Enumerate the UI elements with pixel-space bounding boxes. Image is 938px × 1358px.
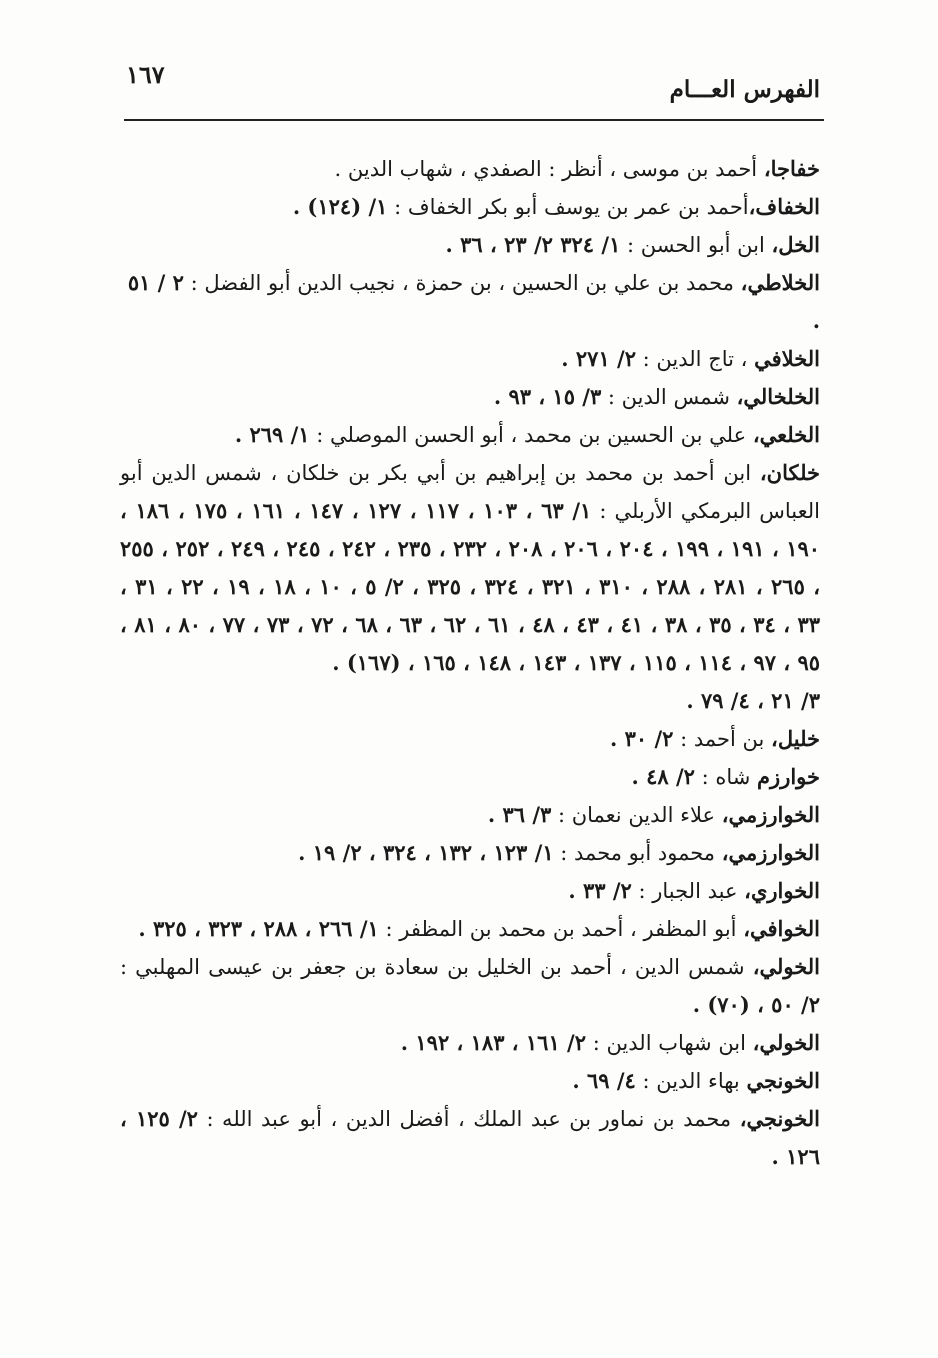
entry-text: أحمد بن عمر بن يوسف أبو بكر الخفاف :: [387, 195, 749, 219]
entry-head: الخل،: [771, 232, 820, 257]
entry-head: الخلافي: [754, 346, 820, 371]
entry-refs: ٢/ ٣٣ .: [568, 878, 632, 903]
entry-head: خليل،: [771, 726, 820, 751]
entry-head: الخلخالي،: [736, 384, 820, 409]
entry-head: الخلاطي،: [740, 270, 820, 295]
entry-head: الخلعي،: [752, 422, 820, 447]
entry-refs: ٢ / ٥١ .: [127, 270, 820, 333]
entry-head: خلكان،: [759, 460, 821, 485]
entry-refs: ٢/ ١٦١ ، ١٨٣ ، ١٩٢ .: [400, 1030, 587, 1055]
entry-refs: ٢/ ٥٠ ، (٧٠) .: [692, 992, 820, 1017]
index-entry: [120, 1024, 820, 1062]
entry-text: أحمد بن موسى ، أنظر : الصفدي ، شهاب الدين .: [334, 157, 764, 181]
entry-text: ابن أحمد بن محمد بن إبراهيم بن أبي بكر بن خلكان ، شمس الدين أبو العباس البرمكي الأربلي :: [120, 461, 820, 523]
index-entry: [120, 720, 820, 758]
index-entry: [120, 910, 820, 948]
entry-refs: ٤/ ٦٩ .: [572, 1068, 636, 1093]
entry-head: الخولي،: [752, 1030, 820, 1055]
entry-head: خوارزم: [757, 764, 820, 789]
entry-refs: ١/ ٦٣ ، ١٠٣ ، ١١٧ ، ١٢٧ ، ١٤٧ ، ١٦١ ، ١٧٥ ، ١٨٦ ، ١٩٠ ، ١٩١ ، ١٩٩ ، ٢٠٤ ، ٢٠٦ ، ٢٠٨ ، ٢٣٢ ، ٢٣٥ ، ٢٤٢ ، ٢٤٥ ، ٢٤٩ ، ٢٥٢ ، ٢٥٥ ، ٢٦٥ ، ٢٨١ ، ٢٨٨ ، ٣١٠ ، ٣٢١ ، ٣٢٤ ، ٣٢٥ ، ٢/ ٥ ، ١٠ ، ١٨ ، ١٩ ، ٢٢ ، ٣١ ، ٣٣ ، ٣٤ ، ٣٥ ، ٣٨ ، ٤١ ، ٤٣ ، ٤٨ ، ٦١ ، ٦٢ ، ٦٣ ، ٦٨ ، ٧٢ ، ٧٣ ، ٧٧ ، ٨٠ ، ٨١ ، ٩٥ ، ٩٧ ، ١١٤ ، ١١٥ ، ١٣٧ ، ١٤٣ ، ١٤٨ ، ١٦٥ ، (١٦٧) .: [120, 498, 821, 675]
index-entry: [120, 682, 820, 720]
entry-refs: ٢/ ١٢٥ ، ١٢٦ .: [120, 1106, 820, 1169]
entry-refs: ٣/ ٢١ ، ٤/ ٧٩ .: [686, 688, 820, 713]
entry-text: شاه :: [694, 765, 758, 789]
entry-text: علي بن الحسين بن محمد ، أبو الحسن الموصلي :: [309, 423, 753, 447]
index-entry: [120, 758, 820, 796]
index-entry: [120, 948, 820, 1024]
entry-text: أبو المظفر ، أحمد بن محمد بن المظفر :: [378, 917, 744, 941]
entry-text: ، تاج الدين :: [636, 347, 755, 371]
index-entry: [120, 188, 820, 226]
entry-head: الخفاف،: [748, 194, 820, 219]
index-entry: [120, 416, 820, 454]
entry-text: علاء الدين نعمان :: [551, 803, 722, 827]
entry-head: الخواري،: [744, 878, 820, 903]
entry-text: بهاء الدين :: [635, 1069, 747, 1093]
entry-text: محمد بن نماور بن عبد الملك ، أفضل الدين ، أبو عبد الله :: [197, 1107, 740, 1131]
index-body: [120, 150, 820, 1176]
entry-refs: ١/ ٣٢٤ ٢/ ٢٣ ، ٣٦ .: [445, 232, 621, 257]
index-entry: [120, 454, 820, 682]
entry-text: محمود أبو محمد :: [553, 841, 722, 865]
index-entry: [120, 1100, 820, 1176]
header-rule: [124, 119, 824, 121]
entry-refs: ٢/ ٤٨ .: [631, 764, 695, 789]
entry-refs: ٢/ ٢٧١ .: [561, 346, 636, 371]
entry-head: الخونجي: [746, 1068, 820, 1093]
entry-head: الخوارزمي،: [721, 802, 820, 827]
index-entry: [120, 378, 820, 416]
index-entry: [120, 834, 820, 872]
entry-head: الخولي،: [752, 954, 821, 979]
page-number: ١٦٧: [126, 60, 165, 89]
entry-text: ابن أبو الحسن :: [620, 233, 772, 257]
index-entry: [120, 264, 820, 340]
entry-refs: ٢/ ٣٠ .: [610, 726, 674, 751]
entry-refs: ٣/ ٣٦ .: [487, 802, 552, 827]
entry-refs: ١/ ٢٦٦ ، ٢٨٨ ، ٣٢٣ ، ٣٢٥ .: [138, 916, 379, 941]
index-entry: [120, 872, 820, 910]
index-entry: [120, 1062, 820, 1100]
entry-refs: ٣/ ١٥ ، ٩٣ .: [493, 384, 602, 409]
entry-head: الخونجي،: [739, 1106, 821, 1131]
entry-head: الخوافي،: [743, 916, 820, 941]
entry-text: عبد الجبار :: [631, 879, 745, 903]
entry-text: محمد بن علي بن الحسين ، بن حمزة ، نجيب الدين أبو الفضل :: [183, 271, 741, 295]
entry-text: ابن شهاب الدين :: [586, 1031, 753, 1055]
entry-text: بن أحمد :: [673, 727, 772, 751]
index-entry: [120, 150, 820, 188]
index-entry: [120, 340, 820, 378]
entry-refs: ١/ (١٢٤) .: [292, 194, 388, 219]
index-entry: [120, 796, 820, 834]
entry-head: خفاجا،: [763, 156, 820, 181]
entry-refs: ١/ ٢٦٩ .: [234, 422, 310, 447]
entry-text: شمس الدين ، أحمد بن الخليل بن سعادة بن جعفر بن عيسى المهلبي :: [120, 955, 753, 979]
index-entry: [120, 226, 820, 264]
entry-text: شمس الدين :: [601, 385, 737, 409]
entry-head: الخوارزمي،: [721, 840, 820, 865]
running-head: الفهرس العـــام: [669, 76, 820, 103]
entry-refs: ١/ ١٢٣ ، ١٣٢ ، ٣٢٤ ، ٢/ ١٩ .: [298, 840, 554, 865]
